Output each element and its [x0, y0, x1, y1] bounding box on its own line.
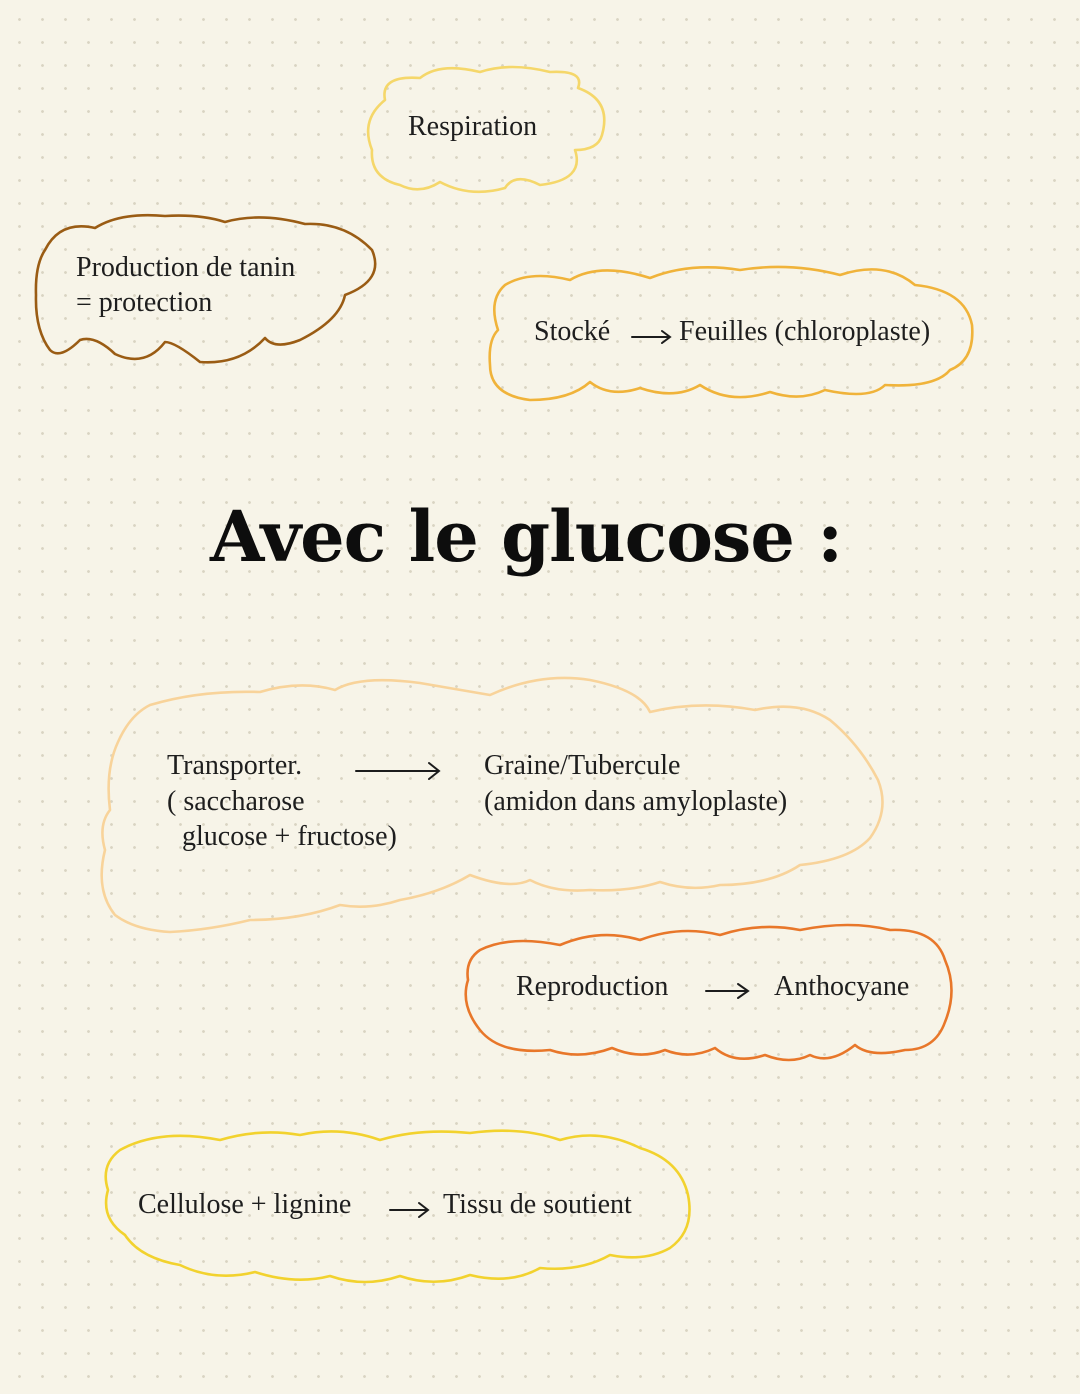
stocke-label: Stocké — [534, 316, 611, 347]
feuilles-label: Feuilles (chloroplaste) — [679, 316, 931, 347]
arrow-right-icon — [630, 327, 676, 347]
arrow-right-icon — [353, 759, 445, 783]
transport-line1: Transporter. — [167, 750, 303, 781]
transport-line3: glucose + fructose) — [182, 821, 397, 852]
graine-line2: (amidon dans amyloplaste) — [484, 786, 788, 817]
cellulose-label: Cellulose + lignine — [138, 1189, 352, 1220]
respiration-label: Respiration — [408, 111, 538, 142]
tissu-label: Tissu de soutient — [443, 1189, 632, 1220]
page-title: Avec le glucose : — [210, 495, 843, 578]
anthocyane-label: Anthocyane — [774, 971, 910, 1002]
reproduction-label: Reproduction — [516, 971, 669, 1002]
arrow-right-icon — [388, 1200, 434, 1220]
tanin-line1: Production de tanin — [76, 252, 296, 283]
tanin-line2: = protection — [76, 287, 213, 318]
transport-line2: ( saccharose — [167, 786, 305, 817]
arrow-right-icon — [704, 981, 754, 1001]
graine-line1: Graine/Tubercule — [484, 750, 681, 781]
